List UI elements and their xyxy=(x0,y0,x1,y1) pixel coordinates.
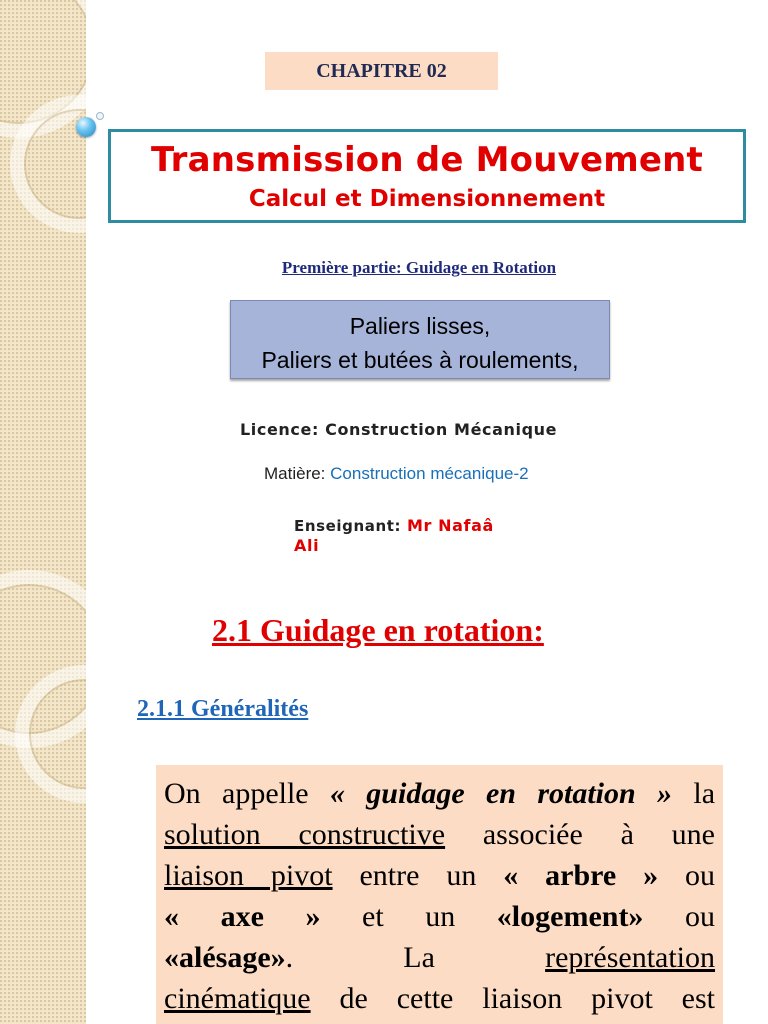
teacher-line xyxy=(294,516,544,556)
definition-text: entre un xyxy=(359,859,477,892)
teacher-name-part1: Mr Nafaâ xyxy=(406,516,494,535)
definition-term: « guidage en rotation » xyxy=(329,777,673,810)
definition-term: « arbre » xyxy=(503,859,659,892)
definition-text: . La xyxy=(285,941,435,974)
topics-box xyxy=(230,300,610,379)
definition-text: et un xyxy=(362,900,456,933)
title-box xyxy=(108,129,746,223)
matiere-label: Matière: xyxy=(264,464,326,483)
definition-text: associée à une xyxy=(482,818,715,851)
topic-line-2: Paliers et butées à roulements, xyxy=(261,347,579,373)
definition-box xyxy=(156,765,723,1024)
teacher-label: Enseignant: xyxy=(294,517,402,535)
part-label: Première partie: Guidage en Rotation xyxy=(281,258,557,277)
bullet-icon xyxy=(76,117,96,137)
definition-text: ou xyxy=(685,859,716,892)
matiere-line xyxy=(264,464,529,484)
definition-term: solution constructive xyxy=(164,818,446,851)
definition-text: ou xyxy=(685,900,715,933)
definition-term: «logement» xyxy=(496,900,644,933)
definition-line xyxy=(164,978,715,1019)
main-title: Transmission de Mouvement xyxy=(150,140,704,180)
definition-line xyxy=(164,937,715,978)
definition-term: représentation xyxy=(545,941,716,974)
definition-text: On appelle xyxy=(164,777,309,810)
definition-term: liaison pivot xyxy=(164,859,333,892)
small-circle-icon xyxy=(96,112,104,120)
definition-term: «alésage» xyxy=(164,941,286,974)
licence-line: Licence: Construction Mécanique xyxy=(240,420,558,439)
teacher-name-part2: Ali xyxy=(294,536,320,555)
subtitle: Calcul et Dimensionnement xyxy=(248,186,606,212)
definition-line xyxy=(164,814,715,855)
definition-line xyxy=(164,773,715,814)
subsection-title: 2.1.1 Généralités xyxy=(137,696,309,722)
definition-term: cinématique xyxy=(164,982,311,1015)
definition-text: la xyxy=(693,777,716,810)
decorative-sidebar xyxy=(0,0,86,1024)
matiere-value: Construction mécanique-2 xyxy=(330,464,529,483)
definition-line xyxy=(164,855,715,896)
chapter-label: CHAPITRE 02 xyxy=(265,52,498,90)
definition-term: « axe » xyxy=(164,900,321,933)
definition-text: de cette liaison pivot est xyxy=(339,982,716,1015)
topic-line-1: Paliers lisses, xyxy=(349,313,491,339)
definition-line xyxy=(164,896,715,937)
section-title: 2.1 Guidage en rotation: xyxy=(212,612,544,648)
